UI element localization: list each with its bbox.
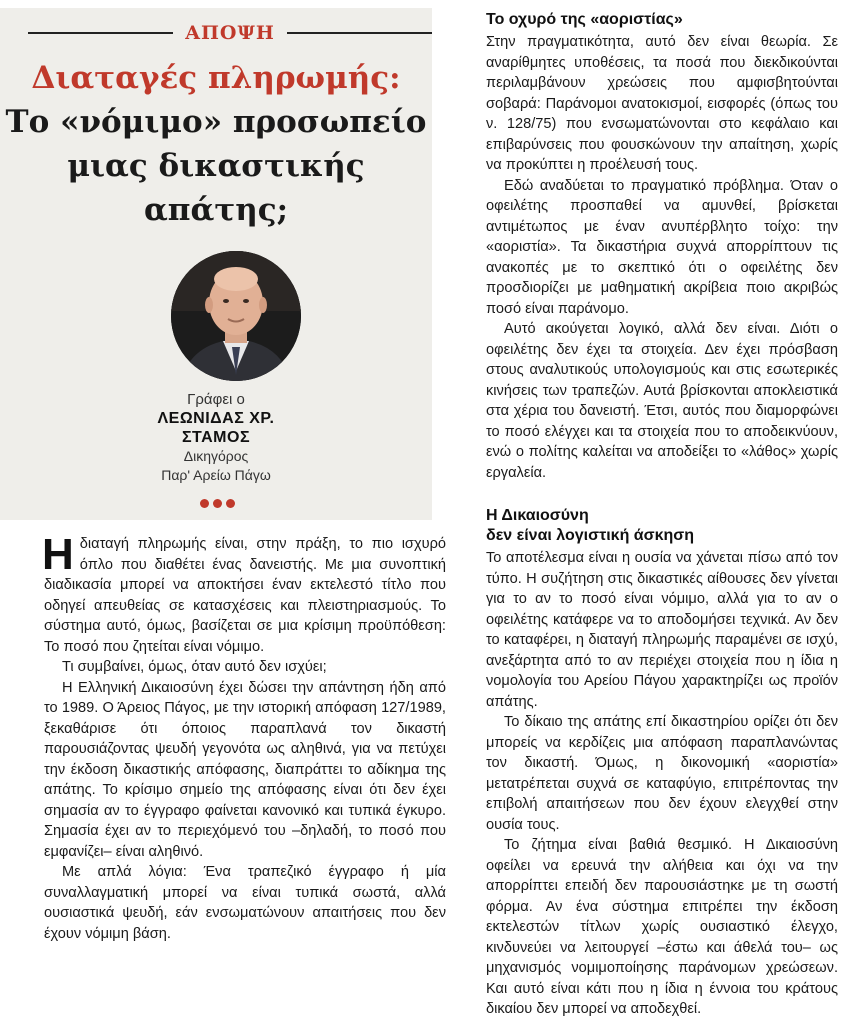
- author-name-line-1: ΛΕΩΝΙΔΑΣ ΧΡ.: [157, 410, 275, 427]
- section-tag: ΑΠΟΨΗ: [185, 22, 275, 44]
- tag-rule-right: [287, 32, 432, 34]
- author-photo: [171, 251, 301, 381]
- subhead-1: Το οχυρό της «αοριστίας»: [486, 11, 683, 28]
- subhead-2-line-2: δεν είναι λογιστική άσκηση: [486, 527, 694, 544]
- dot: [213, 499, 222, 508]
- author-portrait-icon: [171, 251, 301, 381]
- section-1: [486, 32, 838, 483]
- paragraph: Τι συμβαίνει, όμως, όταν αυτό δεν ισχύει;: [62, 659, 327, 675]
- drop-cap: Η: [42, 530, 74, 579]
- headline-line-2: Το «νόμιμο» προσωπείο: [5, 104, 427, 140]
- dot: [200, 499, 209, 508]
- paragraph: [42, 530, 446, 657]
- paragraph: Το ζήτημα είναι βαθιά θεσμικό. Η Δικαιοσύνη οφείλει να ερευνά την αλήθεια και όχι να την απορρίπτει επειδή δεν παρουσιάστηκε με τη σωστή φόρμα. Αν ένα σύστημα επιτρέπει την έκδοση εκτελεστών τίτλων χωρίς ουσιαστικό έλεγχο, κινδυνεύει να λειτουργεί –έστω και άθελά του– ως μηχανισμός νομιμοποίησης παράνομων χρεώσεων. Και αυτό είναι κάτι που η ίδια η έννοια του κράτους δικαίου δεν μπορεί να αποδεχθεί.: [486, 837, 838, 1017]
- article-body-left: [42, 530, 446, 944]
- paragraph: Το δίκαιο της απάτης επί δικαστηρίου ορίζει ότι δεν μπορείς να κερδίζεις μια απόφαση παραπλανώντας τον δικαστή. Όμως, η δικονομική «αοριστία» μετατρέπεται συχνά σε καταφύγιο, επιτρέποντας την επιβολή απαιτήσεων που δεν έχουν ελεγχθεί στην ουσία τους.: [486, 714, 838, 833]
- dot: [226, 499, 235, 508]
- paragraph: Αυτό ακούγεται λογικό, αλλά δεν είναι. Διότι ο οφειλέτης δεν έχει τα στοιχεία. Δεν έχει πρόσβαση στους αναλυτικούς υπολογισμούς και στις εσωτερικές κινήσεις των τραπεζών. Αυτά βρίσκονται αποκλειστικά στα χέρια του δανειστή. Έτσι, αυτός που διαμορφώνει το ποσό ελέγχει και τα στοιχεία που το αποδεικνύουν, ενώ ο πολίτης καλείται να αποδείξει το «λάθος» χωρίς εργαλεία.: [486, 321, 838, 481]
- headline-line-3: μιας δικαστικής απάτης;: [67, 148, 365, 228]
- subhead-2: [486, 506, 838, 546]
- subhead-2-line-1: Η Δικαιοσύνη: [486, 507, 589, 524]
- author-court: Παρ' Αρείω Πάγω: [161, 467, 271, 483]
- section-2: [486, 548, 838, 1020]
- paragraph: Με απλά λόγια: Ένα τραπεζικό έγγραφο ή μία συναλλαγματική μπορεί να είναι τυπικά σωστά, αλλά ουσιαστικά ψευδή, εάν ενσωματώνουν απαιτήσεις που δεν έχουν νόμιμη βάση.: [44, 864, 446, 942]
- opinion-header-panel: [0, 8, 432, 520]
- author-intro: Γράφει ο: [187, 391, 245, 408]
- paragraph: Η Ελληνική Δικαιοσύνη έχει δώσει την απάντηση ήδη από το 1989. Ο Άρειος Πάγος, με την ιστορική απόφαση 127/1989, ξεκαθάρισε ότι όποιος παραπλανά τον δικαστή παρουσιάζοντας ψευδή γεγονότα ως αληθινά, για να πετύχει την έκδοση δικαστικής απόφασης, διαπράττει το αδίκημα της απάτης. Το κρίσιμο σημείο της απόφασης είναι ότι δεν έχει σημασία αν το έγγραφο φαίνεται κανονικό και τυπικά έγκυρο. Σημασία έχει αν το περιεχόμενό του –δηλαδή, το ποσό που εμφανίζει– είναι αληθινό.: [44, 679, 446, 860]
- paragraph: Εδώ αναδύεται το πραγματικό πρόβλημα. Όταν ο οφειλέτης προσπαθεί να αμυνθεί, βρίσκεται αντιμέτωπος με έναν ανυπέρβλητο τοίχο: την «αοριστία». Τα δικαστήρια συχνά απορρίπτουν τις ανακοπές με το σκεπτικό ότι ο οφειλέτης δεν προσδιορίζει με μαθηματική ακρίβεια ποιο ακριβώς ποσό είναι παράνομο.: [486, 177, 838, 317]
- author-role: Δικηγόρος: [183, 448, 249, 464]
- author-name-line-2: ΣΤΑΜΟΣ: [181, 429, 251, 446]
- headline-line-1: Διαταγές πληρωμής:: [31, 60, 401, 96]
- author-byline: [0, 390, 432, 485]
- paragraph-text: διαταγή πληρωμής είναι, στην πράξη, το πιο ισχυρό όπλο που διαθέτει ένας δανειστής. Με μια συνοπτική διαδικασία μπορεί να αποκτήσει έναν εκτελεστό τίτλο που οδηγεί απευθείας σε κατασχέσεις και πλειστηριασμούς. Το σύστημα αυτό, όμως, βασίζεται σε μια κρίσιμη προϋπόθεση: Το ποσό που ζητείται είναι νόμιμο.: [44, 536, 446, 655]
- tag-rule-left: [28, 32, 173, 34]
- three-dots-icon: [200, 499, 235, 508]
- section-tag-row: [28, 22, 432, 44]
- paragraph: Στην πραγματικότητα, αυτό δεν είναι θεωρία. Σε αναρίθμητες υποθέσεις, τα ποσά που διεκδικούνται περιλαμβάνουν χρεώσεις που αμφισβητούνται σοβαρά: Παράνομοι ανατοκισμοί, εισφορές (όπως του ν. 128/75) που ενσωματώνονται στο κεφάλαιο και επιβαρύνσεις που φουσκώνουν την απαίτηση, χωρίς να προκύπτει η προέλευσή τους.: [486, 34, 838, 173]
- paragraph: Το αποτέλεσμα είναι η ουσία να χάνεται πίσω από τον τύπο. Η συζήτηση στις δικαστικές αίθουσες δεν γίνεται για το αν το ποσό είναι νόμιμο, αλλά για το αν ο οφειλέτης κατάφερε να το αποδομήσει τεχνικά. Αν δεν το καταφέρει, η διαταγή πληρωμής παραμένει σε ισχύ, ανεξάρτητα από το αν περιέχει στοιχεία που η ίδια η νομολογία του Αρείου Πάγου χαρακτηρίζει ως προϊόν απάτης.: [486, 550, 838, 710]
- headline: [0, 56, 432, 232]
- right-column: [486, 0, 838, 1024]
